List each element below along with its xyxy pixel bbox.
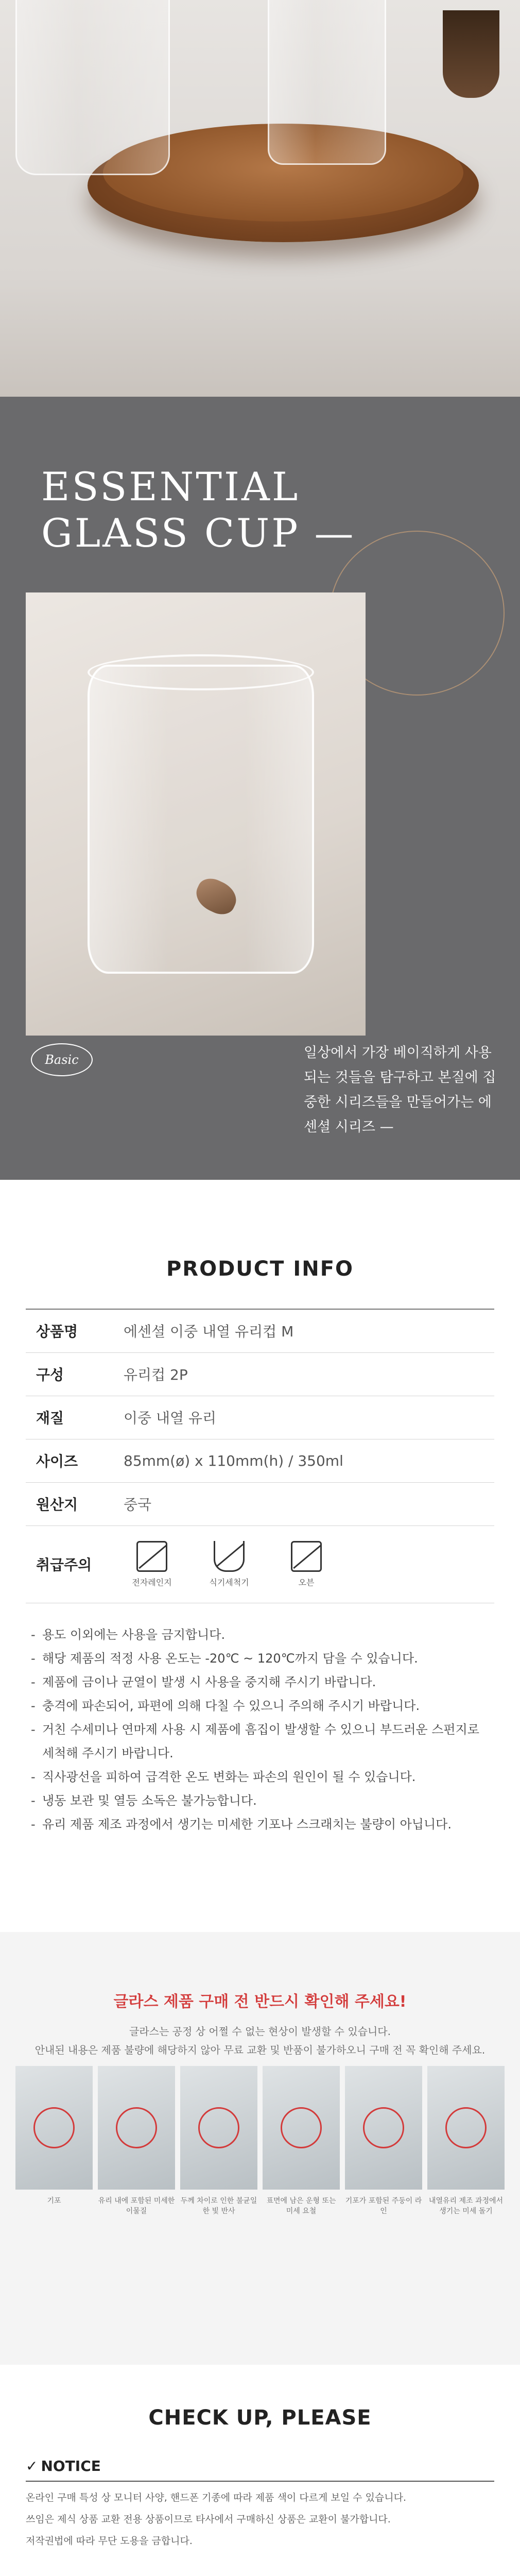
glass-check-section <box>0 1932 520 2365</box>
highlight-circle-icon <box>33 2107 75 2148</box>
checkup-section <box>0 2365 520 2576</box>
table-row: 원산지 중국 <box>26 1482 494 1526</box>
glass-check-item: 내열유리 제조 과정에서 생기는 미세 돌기 <box>427 2066 505 2216</box>
highlight-circle-icon <box>363 2107 404 2148</box>
glass-cup-right <box>268 0 386 165</box>
glass-check-item: 기포가 포함된 주둥이 라인 <box>345 2066 422 2216</box>
list-item: - 해당 제품의 적정 사용 온도는 -20℃ ~ 120℃까지 담을 수 있습니다. <box>31 1647 494 1670</box>
product-info-table <box>26 1309 494 1603</box>
series-description: 일상에서 가장 베이직하게 사용되는 것들을 탐구하고 본질에 집중한 시리즈들을 만들어가는 에센셜 시리즈 — <box>304 1045 496 1135</box>
notice-block: ✓ NOTICE 온라인 구매 특성 상 모니터 사양, 핸드폰 기종에 따라 제품 색이 다르게 보일 수 있습니다. 쓰임은 제식 상품 교환 전용 상품이므로 타사에서 구매하신 상품은 교환이 불가합니다. 저작권법에 따라 무단 도용을 금합니다. <box>26 2458 494 2550</box>
basic-badge: Basic <box>31 1043 93 1076</box>
check-icon: ✓ <box>26 2458 38 2475</box>
glass-check-images <box>15 2066 505 2216</box>
oven-prohibited-icon: 오븐 <box>278 1541 335 1588</box>
care-notes <box>31 1623 494 1836</box>
glass-check-heading: 글라스 제품 구매 전 반드시 확인해 주세요! <box>113 1993 407 2011</box>
care-icons <box>124 1541 494 1588</box>
product-info-heading: PRODUCT INFO <box>166 1257 354 1281</box>
glass-cup-left <box>15 0 170 175</box>
highlight-circle-icon <box>116 2107 157 2148</box>
highlight-circle-icon <box>198 2107 239 2148</box>
table-row: 사이즈 85mm(ø) x 110mm(h) / 350ml <box>26 1439 494 1482</box>
list-item: - 냉동 보관 및 열등 소독은 불가능합니다. <box>31 1789 494 1812</box>
glass-cup-photo <box>26 592 366 1036</box>
glass-check-item: 기포 <box>15 2066 93 2216</box>
dishwasher-prohibited-icon: 식기세척기 <box>201 1541 257 1588</box>
glass-check-item: 유리 내에 포함된 미세한 이물질 <box>98 2066 175 2216</box>
table-row: 상품명 에센셜 이중 내열 유리컵 M <box>26 1309 494 1352</box>
list-item: - 제품에 금이나 균열이 발생 시 사용을 중지해 주시기 바랍니다. <box>31 1670 494 1694</box>
highlight-circle-icon <box>281 2107 322 2148</box>
care-row: 취급주의 전자레인지 식기세척기 오븐 <box>26 1526 494 1603</box>
glass-check-item: 표면에 남은 운형 또는 미세 요철 <box>263 2066 340 2216</box>
top-product-photo <box>0 0 520 397</box>
dark-bowl <box>443 10 499 98</box>
list-item: - 충격에 파손되어, 파편에 의해 다칠 수 있으니 주의해 주시기 바랍니다. <box>31 1694 494 1718</box>
list-item: - 거친 수세미나 연마제 사용 시 제품에 흠집이 발생할 수 있으니 부드러운 스펀지로 세척해 주시기 바랍니다. <box>31 1718 494 1765</box>
product-info-section <box>0 1180 520 1932</box>
table-row: 구성 유리컵 2P <box>26 1352 494 1396</box>
list-item: - 유리 제품 제조 과정에서 생기는 미세한 기포나 스크래치는 불량이 아닙니다. <box>31 1812 494 1836</box>
list-item: - 직사광선을 피하여 급격한 온도 변화는 파손의 원인이 될 수 있습니다. <box>31 1765 494 1789</box>
essential-series-section <box>0 397 520 1180</box>
checkup-heading: CHECK UP, PLEASE <box>148 2406 372 2430</box>
glass-check-item: 두께 차이로 인한 불균일한 빛 반사 <box>180 2066 257 2216</box>
table-row: 재질 이중 내열 유리 <box>26 1396 494 1439</box>
list-item: - 용도 이외에는 사용을 금지합니다. <box>31 1623 494 1647</box>
microwave-prohibited-icon: 전자레인지 <box>124 1541 180 1588</box>
highlight-circle-icon <box>445 2107 487 2148</box>
essential-title: ESSENTIAL GLASS CUP — <box>41 464 356 556</box>
glass-check-subtext: 글라스는 공정 상 어쩔 수 없는 현상이 발생할 수 있습니다. 안내된 내용은 제품 불량에 해당하지 않아 무료 교환 및 반품이 불가하오니 구매 전 꼭 확인해 주세요. <box>34 2025 486 2056</box>
